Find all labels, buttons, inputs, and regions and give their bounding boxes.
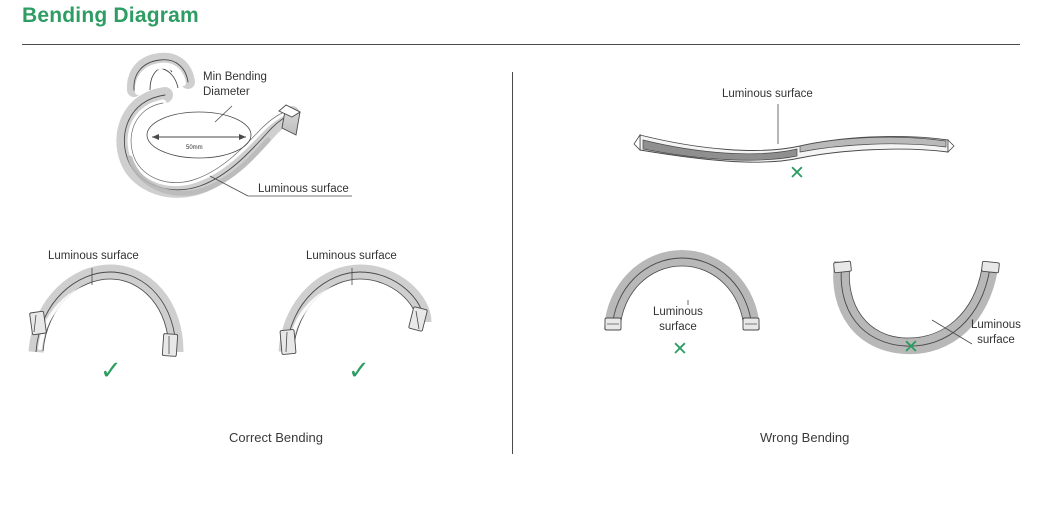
loop-luminous-surface-label: Luminous surface [258,183,349,195]
wrong-arch-cross-mark: ✕ [672,338,688,360]
twisted-strip-cross-mark: ✕ [789,162,805,184]
wrong-u-curve-luminous-label [971,318,1021,348]
wrong-bending-caption: Wrong Bending [760,430,850,445]
correct-arch-1-luminous-label: Luminous surface [48,250,139,262]
correct-arch-2-check-mark: ✓ [348,356,370,386]
min-bending-label-line2: Diameter [203,86,250,98]
correct-arch-1-illustration [30,268,178,356]
wrong-arch-luminous-line2: surface [659,321,697,333]
wrong-u-luminous-line1: Luminous [971,319,1021,331]
wrong-arch-luminous-label [653,305,703,335]
twisted-strip-illustration [634,104,954,162]
wrong-u-curve-cross-mark: ✕ [903,336,919,358]
wrong-u-luminous-line2: surface [977,334,1015,346]
twisted-strip-luminous-label: Luminous surface [722,88,813,100]
min-bending-label-line1: Min Bending [203,71,267,83]
page-title: Bending Diagram [22,4,199,27]
correct-arch-1-check-mark: ✓ [100,356,122,386]
min-bend-dimension-text: 50mm [186,145,203,151]
correct-arch-2-illustration [280,268,427,355]
wrong-arch-luminous-line1: Luminous [653,306,703,318]
correct-bending-caption: Correct Bending [229,430,323,445]
correct-arch-2-luminous-label: Luminous surface [306,250,397,262]
min-bending-diameter-label [203,70,267,100]
